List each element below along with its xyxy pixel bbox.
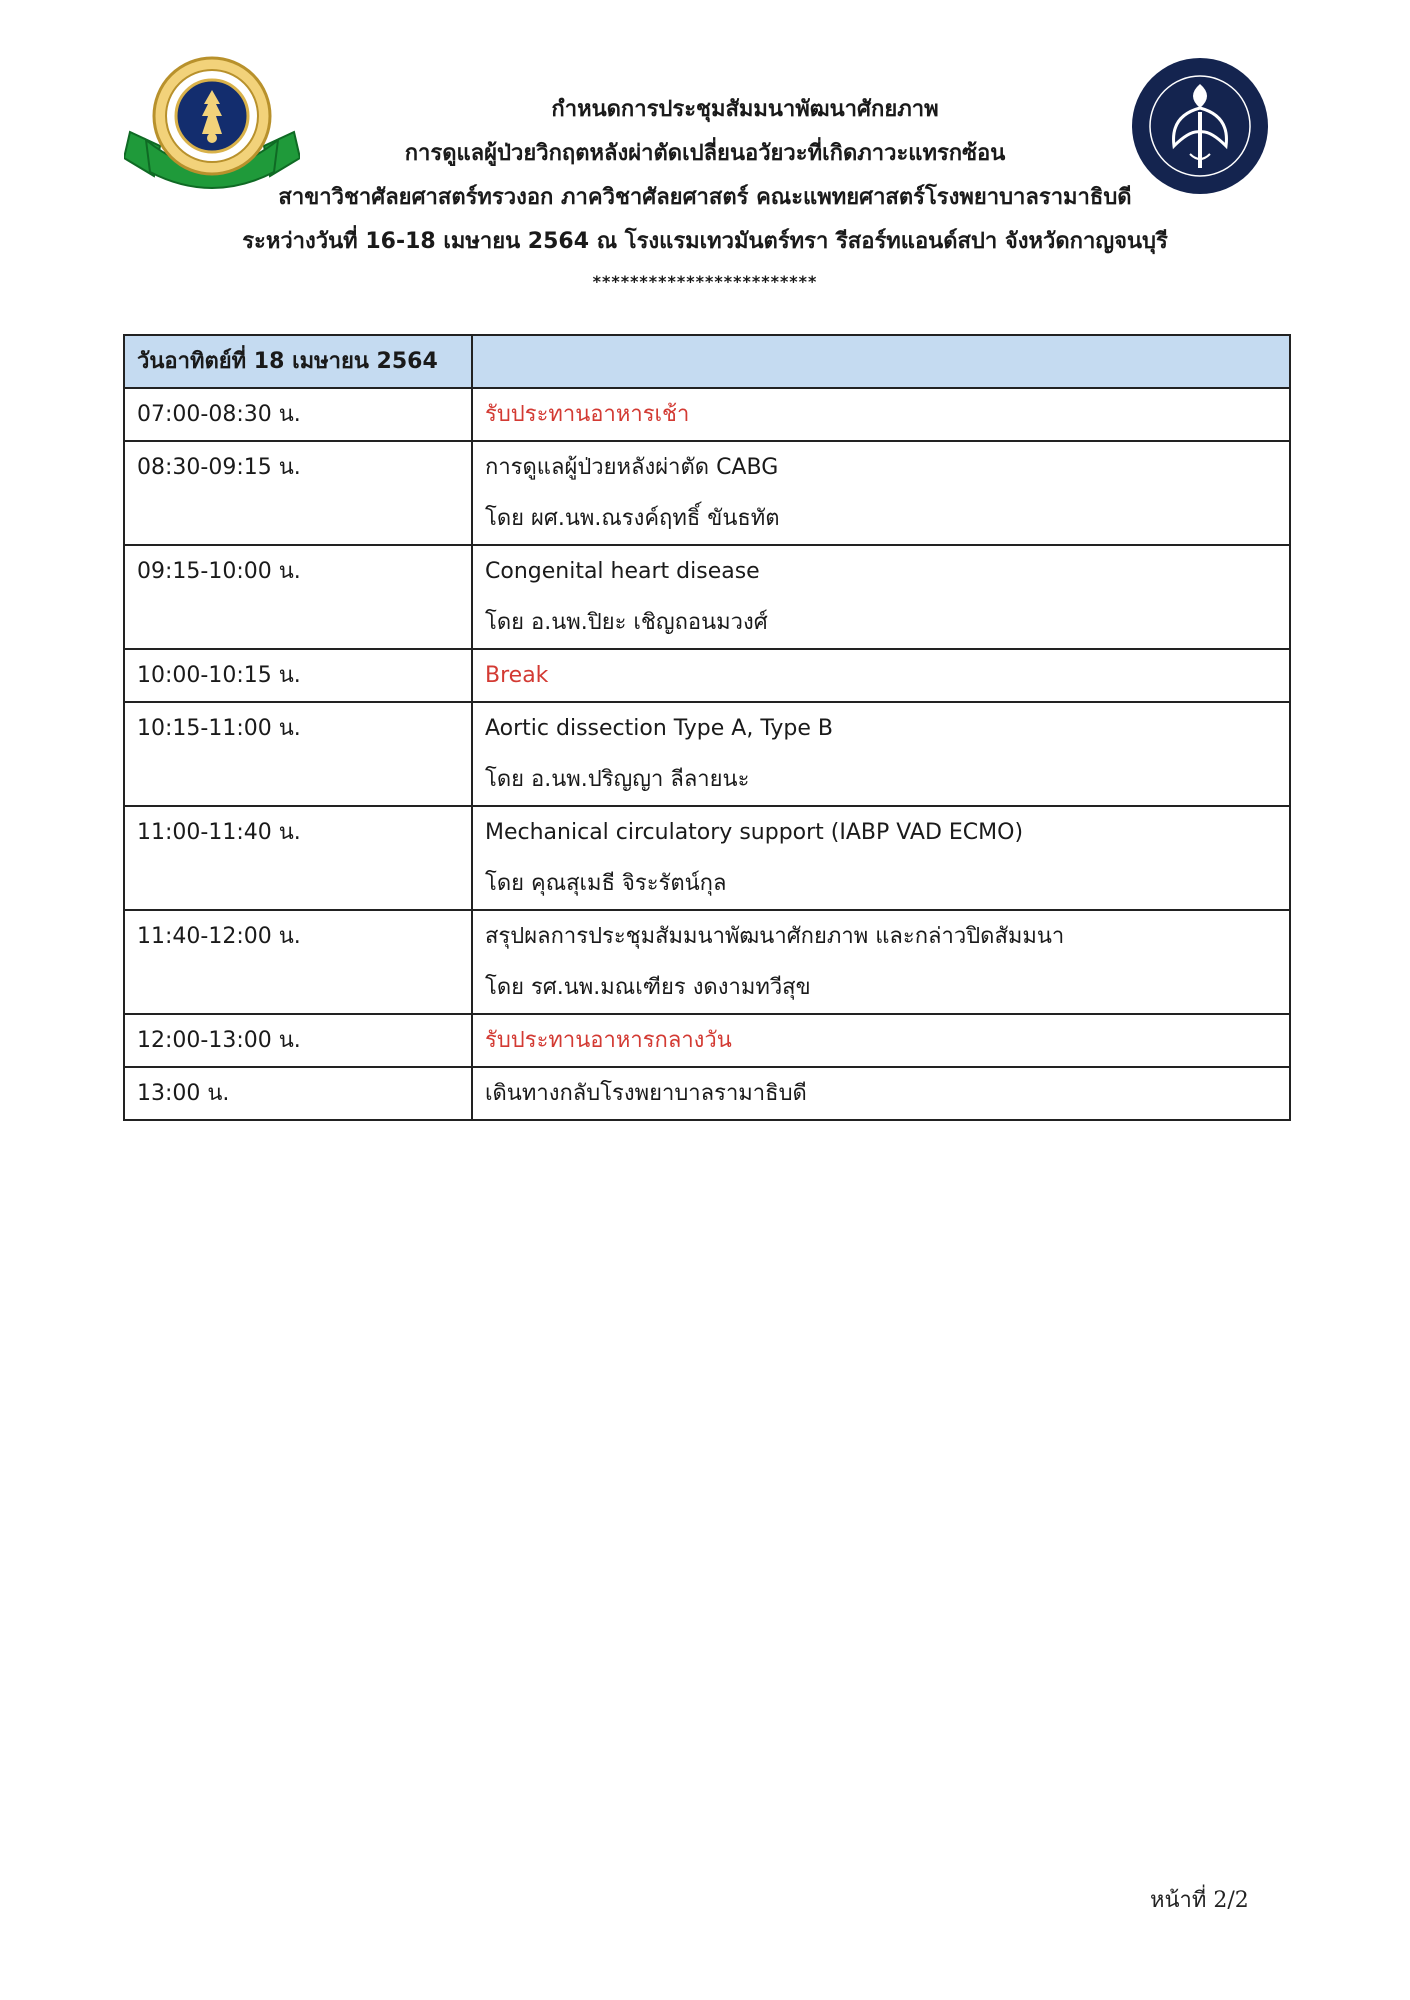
table-row <box>124 910 1290 1014</box>
row-time: 10:15-11:00 น. <box>124 702 472 806</box>
schedule-table <box>123 334 1291 1121</box>
table-row <box>124 649 1290 702</box>
table-row <box>124 1014 1290 1067</box>
schedule-day-row <box>124 335 1290 388</box>
row-time: 08:30-09:15 น. <box>124 441 472 545</box>
table-row <box>124 441 1290 545</box>
row-time: 07:00-08:30 น. <box>124 388 472 441</box>
header-subtitle: การดูแลผู้ป่วยวิกฤตหลังผ่าตัดเปลี่ยนอวัยวะที่เกิดภาวะแทรกซ้อน <box>404 141 1006 166</box>
row-title: รับประทานอาหารกลางวัน <box>485 1028 732 1053</box>
header-divider-stars: ************************ <box>592 272 818 291</box>
row-speaker: โดย รศ.นพ.มณเฑียร งดงามทวีสุข <box>485 975 811 1000</box>
row-time: 11:00-11:40 น. <box>124 806 472 910</box>
row-speaker: โดย อ.นพ.ปิยะ เชิญถอนมวงศ์ <box>485 610 768 635</box>
table-row <box>124 806 1290 910</box>
row-title: เดินทางกลับโรงพยาบาลรามาธิบดี <box>485 1081 807 1106</box>
table-row <box>124 702 1290 806</box>
row-title: การดูแลผู้ป่วยหลังผ่าตัด CABG <box>485 455 779 480</box>
table-row <box>124 388 1290 441</box>
row-title: Break <box>485 663 549 688</box>
row-speaker: โดย คุณสุเมธี จิระรัตน์กุล <box>485 871 727 896</box>
row-speaker: โดย ผศ.นพ.ณรงค์ฤทธิ์ ขันธทัต <box>485 506 780 531</box>
page-number: หน้าที่ 2/2 <box>1150 1888 1249 1913</box>
document-header <box>160 88 1250 300</box>
row-title: Aortic dissection Type A, Type B <box>485 716 833 741</box>
schedule-day-blank <box>472 335 1290 388</box>
header-title: กำหนดการประชุมสัมมนาพัฒนาศักยภาพ <box>551 97 939 122</box>
row-time: 11:40-12:00 น. <box>124 910 472 1014</box>
row-speaker: โดย อ.นพ.ปริญญา ลีลายนะ <box>485 767 750 792</box>
header-date-venue: ระหว่างวันที่ 16-18 เมษายน 2564 ณ โรงแรมเทวมันตร์ทรา รีสอร์ทแอนด์สปา จังหวัดกาญจนบุรี <box>242 229 1168 254</box>
row-title: รับประทานอาหารเช้า <box>485 402 690 427</box>
row-title: Mechanical circulatory support (IABP VAD ECMO) <box>485 820 1024 845</box>
row-title: สรุปผลการประชุมสัมมนาพัฒนาศักยภาพ และกล่าวปิดสัมมนา <box>485 924 1065 949</box>
row-time: 10:00-10:15 น. <box>124 649 472 702</box>
schedule-day-label: วันอาทิตย์ที่ 18 เมษายน 2564 <box>124 335 472 388</box>
row-time: 13:00 น. <box>124 1067 472 1120</box>
row-title: Congenital heart disease <box>485 559 760 584</box>
row-time: 12:00-13:00 น. <box>124 1014 472 1067</box>
table-row <box>124 545 1290 649</box>
header-department: สาขาวิชาศัลยศาสตร์ทรวงอก ภาควิชาศัลยศาสตร์ คณะแพทยศาสตร์โรงพยาบาลรามาธิบดี <box>278 185 1132 210</box>
table-row <box>124 1067 1290 1120</box>
row-time: 09:15-10:00 น. <box>124 545 472 649</box>
